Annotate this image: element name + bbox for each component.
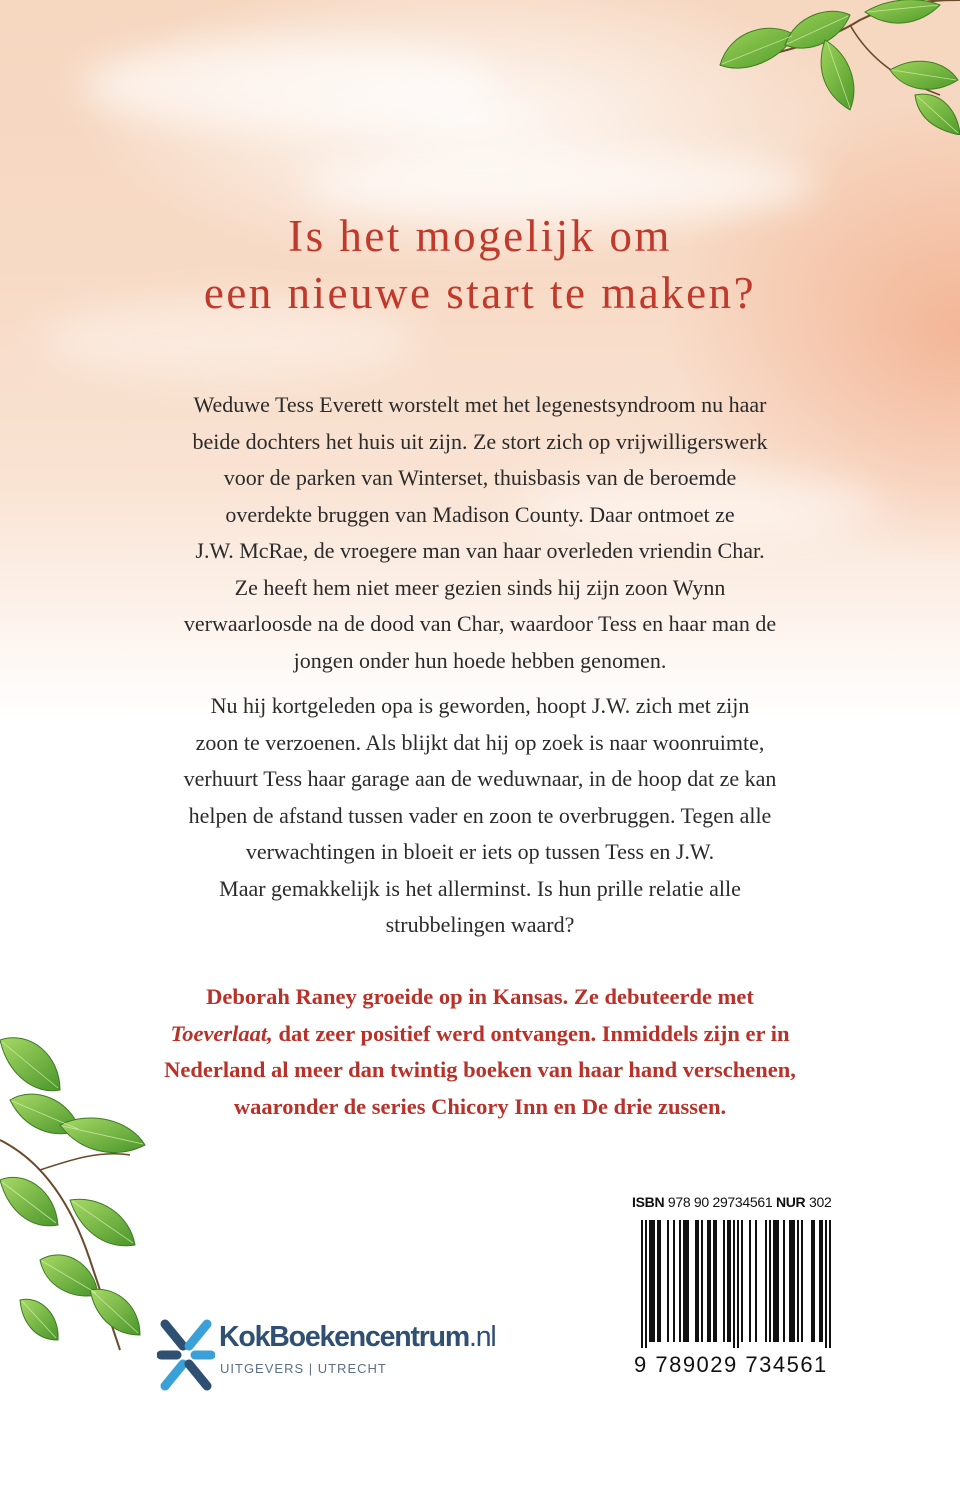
publisher-name-text: KokBoekencentrum	[219, 1321, 470, 1353]
blurb-paragraph-2	[100, 688, 860, 944]
kokboekencentrum-logo-icon	[157, 1316, 215, 1392]
blurb-line: overdekte bruggen van Madison County. Daar ontmoet ze	[225, 501, 735, 527]
barcode-bar	[687, 1220, 689, 1342]
barcode-bar	[821, 1220, 823, 1342]
barcode-bar	[707, 1220, 709, 1342]
barcode	[634, 1218, 838, 1348]
barcode-bar	[683, 1220, 685, 1342]
barcode-bar	[793, 1220, 795, 1342]
blurb-line: voor de parken van Winterset, thuisbasis van de beroemde	[223, 465, 737, 490]
blurb-line: helpen de afstand tussen vader en zoon te overbruggen. Tegen alle	[188, 802, 772, 828]
barcode-bar	[773, 1220, 775, 1342]
author-bio-line: Nederland al meer dan twintig boeken van haar hand verschenen,	[164, 1057, 796, 1082]
blurb-line: J.W. McRae, de vroegere man van haar overleden vriendin Char.	[195, 538, 765, 563]
barcode-bar	[765, 1220, 767, 1342]
barcode-bar	[723, 1220, 725, 1342]
barcode-bar	[651, 1220, 653, 1342]
blurb-line: verwachtingen in bloeit er iets op tussen Tess en J.W.	[245, 839, 715, 864]
nur-value: 302	[808, 1194, 832, 1210]
barcode-bar	[775, 1220, 777, 1342]
barcode-bar	[813, 1220, 815, 1342]
blurb-line: beide dochters het huis uit zijn. Ze stort zich op vrijwilligerswerk	[192, 428, 768, 454]
barcode-bar	[653, 1220, 655, 1342]
headline-line-2: een nieuwe start te maken?	[203, 268, 757, 318]
publisher-subtitle: UITGEVERS | UTRECHT	[220, 1361, 387, 1376]
barcode-bar	[645, 1220, 647, 1348]
barcode-bar	[701, 1220, 703, 1342]
blurb-line: zoon te verzoenen. Als blijkt dat hij op zoek is naar woonruimte,	[195, 729, 765, 755]
barcode-bar	[749, 1220, 751, 1342]
cloud-decoration	[80, 40, 500, 130]
barcode-bar	[727, 1220, 729, 1342]
barcode-bar	[713, 1220, 715, 1342]
isbn-value: 978 90 29734561	[667, 1194, 773, 1210]
author-bio-line	[100, 1016, 860, 1053]
barcode-bar	[679, 1220, 681, 1342]
blurb-line: Nu hij kortgeleden opa is geworden, hoopt J.W. zich met zijn	[210, 693, 750, 718]
blurb-line: Ze heeft hem niet meer gezien sinds hij zijn zoon Wynn	[234, 574, 726, 600]
barcode-bar	[783, 1220, 785, 1342]
blurb-line: verwaarloosde na de dood van Char, waardoor Tess en haar man de	[183, 611, 777, 636]
barcode-bar	[673, 1220, 675, 1342]
blurb-paragraph-1	[100, 387, 860, 679]
blurb-line: strubbelingen waard?	[385, 912, 575, 937]
blurb-line: jongen onder hun hoede hebben genomen.	[293, 647, 667, 673]
headline	[0, 208, 960, 322]
barcode-bar	[737, 1220, 739, 1348]
barcode-bar	[649, 1220, 651, 1342]
barcode-bar	[685, 1220, 687, 1342]
author-bio	[100, 979, 860, 1125]
isbn-nur-line	[632, 1194, 842, 1210]
barcode-bar	[667, 1220, 669, 1342]
barcode-bar	[741, 1220, 743, 1342]
barcode-bar	[801, 1220, 803, 1342]
barcode-bar	[755, 1220, 757, 1342]
barcode-bar	[825, 1220, 827, 1348]
barcode-bar	[829, 1220, 831, 1348]
barcode-bars	[634, 1218, 838, 1348]
barcode-bar	[657, 1220, 659, 1342]
blurb-line: verhuurt Tess haar garage aan de weduwnaar, in de hoop dat ze kan	[183, 766, 777, 791]
barcode-bar	[811, 1220, 813, 1342]
publisher-tld: .nl	[469, 1321, 496, 1353]
leaves-top-right-decoration	[700, 0, 960, 135]
book-title-toeverlaat: Toeverlaat,	[170, 1020, 273, 1046]
author-bio-line: Deborah Raney groeide op in Kansas. Ze debuteerde met	[206, 984, 754, 1009]
blurb-line: Maar gemakkelijk is het allerminst. Is hun prille relatie alle	[219, 875, 741, 901]
barcode-bar	[819, 1220, 821, 1342]
barcode-bar	[715, 1220, 717, 1342]
barcode-bar	[777, 1220, 779, 1342]
author-bio-line-rest: dat zeer positief werd ontvangen. Inmiddels zijn er in	[272, 1020, 790, 1046]
nur-label: NUR	[775, 1194, 806, 1210]
publisher-name	[219, 1321, 496, 1354]
barcode-digits: 9 789029 734561	[634, 1352, 828, 1377]
barcode-bar	[791, 1220, 793, 1342]
barcode-bar	[641, 1220, 643, 1348]
publisher-logo	[157, 1316, 517, 1396]
isbn-label: ISBN	[632, 1194, 665, 1210]
barcode-bar	[733, 1220, 735, 1348]
blurb-line: Weduwe Tess Everett worstelt met het legenestsyndroom nu haar	[193, 392, 767, 417]
barcode-bar	[695, 1220, 697, 1342]
barcode-bar	[789, 1220, 791, 1342]
headline-line-1: Is het mogelijk om	[288, 211, 672, 261]
barcode-bar	[797, 1220, 799, 1342]
barcode-bar	[729, 1220, 731, 1342]
barcode-bar	[709, 1220, 711, 1342]
barcode-bar	[697, 1220, 699, 1342]
barcode-bar	[659, 1220, 661, 1342]
barcode-bar	[769, 1220, 771, 1342]
author-bio-line: waaronder de series Chicory Inn en De drie zussen.	[233, 1093, 727, 1119]
